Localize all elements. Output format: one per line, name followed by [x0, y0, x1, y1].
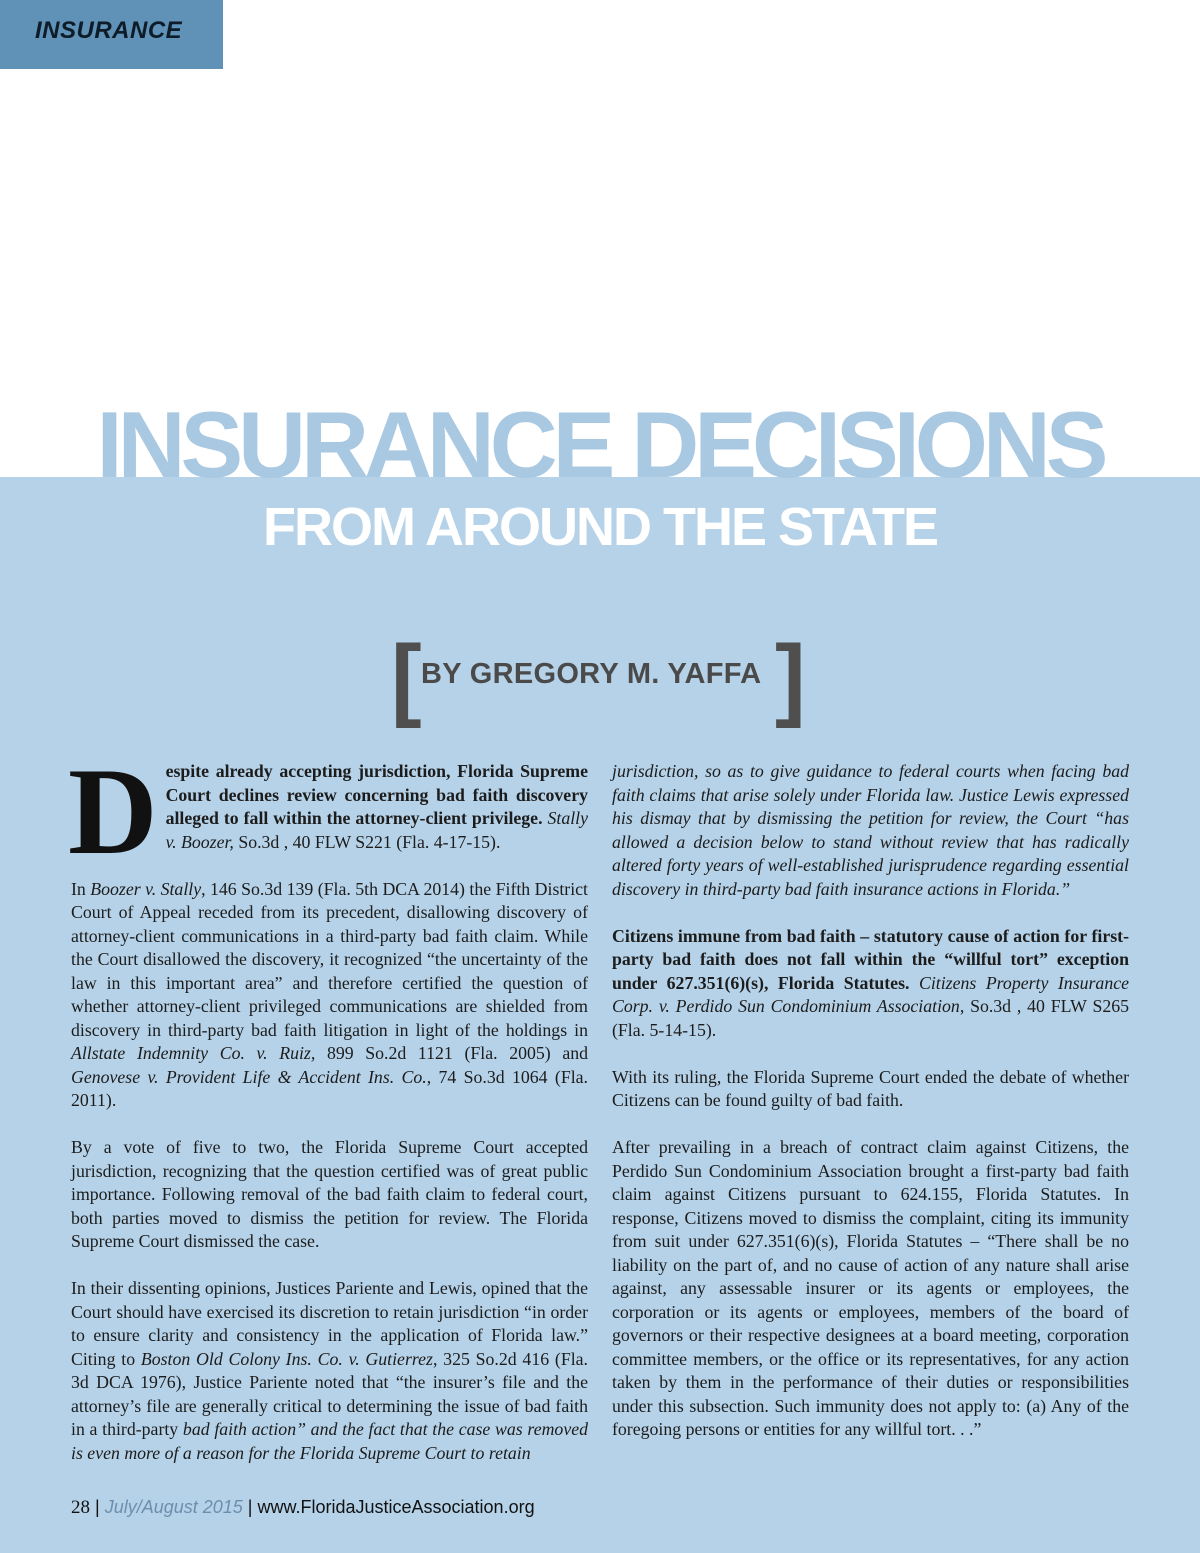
p1-case-3: Genovese v. Provident Life & Accident Ins. Co.	[71, 1066, 427, 1087]
paragraph-dissent-continued	[612, 760, 1129, 901]
paragraph-dissent	[71, 1277, 588, 1465]
paragraph-boozer	[71, 878, 588, 1113]
footer-separator-2: |	[242, 1497, 258, 1517]
p1-text-3: 899 So.2d 1121 (Fla. 2005) and	[315, 1043, 589, 1063]
footer-separator-1: |	[90, 1497, 105, 1517]
issue-date: July/August 2015	[104, 1497, 243, 1517]
p1-text-1: In	[71, 878, 91, 899]
byline-close-bracket: ]	[775, 627, 806, 729]
paragraph-perdido: After prevailing in a breach of contract claim against Citizens, the Perdido Sun Condominium Association brought a first-party bad faith claim against Citizens pursuant to 624.155, Florida Statutes. In response, Citizens moved to dismiss the complaint, citing its immunity from suit under 627.351(6)(s), Florida Statutes – “There shall be no liability on the part of, and no cause of action of any nature shall arise against, any assessable insurer or its agents or employees, the corporation or its agents or employees, members of the board of governors or their respective designees at a board meeting, corporation committee members, or the office or its representatives, for any action taken by them in the performance of their duties or responsibilities under this subsection. Such immunity does not apply to: (a) Any of the foregoing persons or entities for any willful tort. . .”	[612, 1137, 1129, 1439]
page-number: 28	[71, 1497, 90, 1518]
paragraph-citizens-headline	[612, 925, 1129, 1043]
citizens-citation: , So.3d , 40 FLW S265 (Fla. 5-14-15).	[612, 996, 1130, 1040]
p1-text-4: , 74 So.3d 1064 (Fla. 2011).	[71, 1066, 588, 1110]
p1-case-2: Allstate Indemnity Co. v. Ruiz,	[71, 1043, 316, 1063]
section-tab-label: INSURANCE	[35, 17, 183, 44]
lead-headline: espite already accepting jurisdiction, Florida Supreme Court declines review concerning bad faith discovery alleged to fall within the attorney-client privilege.	[165, 761, 588, 828]
drop-cap: D	[68, 743, 158, 880]
byline	[391, 627, 811, 729]
p3-case-1: Boston Old Colony Ins. Co. v. Gutierrez	[140, 1348, 433, 1369]
page-footer	[71, 1497, 535, 1519]
citizens-case-name: Citizens Property Insurance Corp. v. Perdido Sun Condominium Association	[612, 972, 1129, 1016]
p3-italic-quote-left: bad faith action” and the fact that the case was removed is even more of a reason for the Florida Supreme Court to retain	[71, 1419, 588, 1463]
byline-author: BY GREGORY M. YAFFA	[421, 658, 762, 690]
p3-text-1: In their dissenting opinions, Justices Pariente and Lewis, opined that the Court should have exercised its discretion to retain jurisdiction “in order to ensure clarity and consistency in the application of Florida law.” Citing to	[71, 1278, 588, 1369]
lead-citation: So.3d , 40 FLW S221 (Fla. 4-17-15).	[233, 831, 501, 852]
lead-paragraph	[68, 743, 588, 880]
p1-case-1: Boozer v. Stally	[90, 878, 202, 899]
lead-case-name: Stally v. Boozer,	[165, 808, 588, 852]
p1-text-2: , 146 So.3d 139 (Fla. 5th DCA 2014) the Fifth District Court of Appeal receded from its precedent, disallowing discovery of attorney-client communications in a third-party bad faith claim. While the Court disallowed the discovery, it recognized “the uncertainty of the law in this important area” and therefore certified the question of whether attorney-client privileged communications are shielded from discovery in third-party bad faith litigation in light of the holdings in	[71, 878, 588, 1040]
paragraph-ruling: With its ruling, the Florida Supreme Court ended the debate of whether Citizens can be found guilty of bad faith.	[612, 1066, 1129, 1110]
section-tab	[0, 0, 223, 69]
article-column-right	[612, 760, 1129, 1465]
p3-text-2: , 325 So.2d 416 (Fla. 3d DCA 1976), Justice Pariente noted that “the insurer’s file and the attorney’s file are generally critical to determining the issue of bad faith in a third-party	[71, 1348, 588, 1439]
article-title: INSURANCE DECISIONS	[96, 392, 1104, 497]
website-url[interactable]: www.FloridaJusticeAssociation.org	[257, 1497, 535, 1517]
article-subtitle: FROM AROUND THE STATE	[263, 497, 937, 557]
article-column-left	[68, 743, 589, 1489]
p3-italic-quote-right: jurisdiction, so as to give guidance to federal courts when facing bad faith claims that arise solely under Florida law. Justice Lewis expressed his dismay that by dismissing the petition for review, the Court “has allowed a decision below to stand without review that has radically altered forty years of well-established jurisprudence regarding essential discovery in third-party bad faith insurance actions in Florida.”	[612, 761, 1129, 899]
citizens-headline: Citizens immune from bad faith – statutory cause of action for first-party bad faith does not fall within the “willful tort” exception under 627.351(6)(s), Florida Statutes.	[612, 925, 1129, 993]
byline-open-bracket: [	[391, 627, 422, 729]
paragraph-vote: By a vote of five to two, the Florida Supreme Court accepted jurisdiction, recognizing that the question certified was of great public importance. Following removal of the bad faith claim to federal court, both parties moved to dismiss the petition for review. The Florida Supreme Court dismissed the case.	[71, 1137, 588, 1251]
